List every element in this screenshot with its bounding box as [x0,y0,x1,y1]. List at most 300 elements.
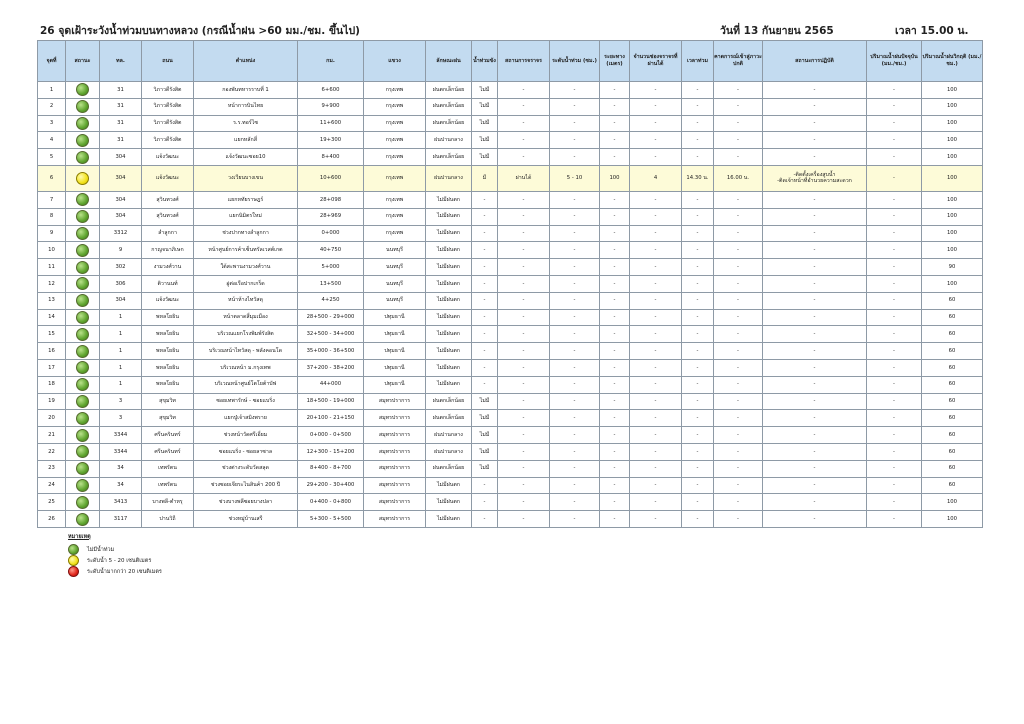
flooding-cell: - [472,494,498,511]
green-status-dot-icon [76,429,89,442]
critical-rainfall-cell: 60 [922,376,983,393]
km-marker-cell: 13+500 [298,275,364,292]
normal-eta-cell: - [714,393,763,410]
normal-eta-cell: - [714,343,763,360]
current-rainfall-cell: - [867,82,922,99]
rain-type-cell: ฝนตกเล็กน้อย [426,82,472,99]
traffic-status-cell: - [498,427,550,444]
flood-distance-cell: - [600,460,630,477]
normal-eta-cell: - [714,494,763,511]
location-cell: หน้าการบินไทย [194,98,298,115]
column-header: เวลาท่วม [682,41,714,82]
highway-no-cell: 34 [100,477,142,494]
location-cell: วงเวียนบางเขน [194,165,298,191]
road-name-cell: สุวินทวงศ์ [142,191,194,208]
current-rainfall-cell: - [867,427,922,444]
traffic-status-cell: - [498,494,550,511]
rain-type-cell: ฝนตกเล็กน้อย [426,149,472,166]
highway-no-cell: 304 [100,149,142,166]
traffic-status-cell: - [498,343,550,360]
green-status-dot-icon [76,210,89,223]
district-cell: ปทุมธานี [364,309,426,326]
flooding-cell: - [472,326,498,343]
flood-level-cell: - [550,242,600,259]
normal-eta-cell: - [714,427,763,444]
critical-rainfall-cell: 60 [922,410,983,427]
current-rainfall-cell: - [867,359,922,376]
normal-eta-cell: - [714,326,763,343]
lanes-passable-cell: - [630,359,682,376]
action-status-cell: - [763,309,867,326]
location-cell: บริเวณหน้าไทวัสดุ - พลังคอนโด [194,343,298,360]
current-rainfall-cell: - [867,326,922,343]
km-marker-cell: 10+600 [298,165,364,191]
district-cell: สมุทรปราการ [364,460,426,477]
lanes-passable-cell: - [630,149,682,166]
location-cell: แจ้งวัฒนะซอย10 [194,149,298,166]
table-row [38,149,983,166]
flood-level-cell: 5 - 10 [550,165,600,191]
green-status-dot-icon [76,100,89,113]
point-no-cell: 4 [38,132,66,149]
location-cell: อู่ต่อเรือปากเกร็ด [194,275,298,292]
current-rainfall-cell: - [867,292,922,309]
km-marker-cell: 8+400 [298,149,364,166]
normal-eta-cell: - [714,115,763,132]
flood-level-cell: - [550,326,600,343]
flood-distance-cell: - [600,410,630,427]
flood-time-cell: - [682,292,714,309]
lanes-passable-cell: - [630,208,682,225]
district-cell: นนทบุรี [364,292,426,309]
road-name-cell: วิภาวดีรังสิต [142,132,194,149]
flood-time-cell: - [682,343,714,360]
status-indicator-cell [66,443,100,460]
district-cell: สมุทรปราการ [364,393,426,410]
traffic-status-cell: - [498,242,550,259]
lanes-passable-cell: - [630,98,682,115]
traffic-status-cell: - [498,149,550,166]
traffic-status-cell: ผ่านได้ [498,165,550,191]
table-row [38,393,983,410]
traffic-status-cell: - [498,376,550,393]
location-cell: บริเวณหน้าศูนย์โตโยต้าบัฟ [194,376,298,393]
flooding-cell: - [472,225,498,242]
point-no-cell: 19 [38,393,66,410]
district-cell: กรุงเทพ [364,208,426,225]
traffic-status-cell: - [498,132,550,149]
green-status-dot-icon [76,378,89,391]
table-row [38,477,983,494]
table-row [38,225,983,242]
rain-type-cell: ไม่มีฝนตก [426,292,472,309]
column-header: ปริมาณน้ำฝนวิกฤติ (มม./ชม.) [922,41,983,82]
km-marker-cell: 4+250 [298,292,364,309]
column-header: ปริมาณน้ำฝนปัจจุบัน (มม./ชม.) [867,41,922,82]
rain-type-cell: ฝนตกเล็กน้อย [426,410,472,427]
road-name-cell: พหลโยธิน [142,343,194,360]
flood-distance-cell: - [600,275,630,292]
action-status-cell: - [763,82,867,99]
critical-rainfall-cell: 100 [922,242,983,259]
flood-time-cell: - [682,511,714,528]
location-cell: หน้าห้างไทวัสดุ [194,292,298,309]
column-header: คาดการณ์เข้าสู่ภาวะปกติ [714,41,763,82]
road-name-cell: งามวงศ์วาน [142,259,194,276]
location-cell: หน้าศูนย์การค้าเซ็นทรัลเวสต์เกต [194,242,298,259]
action-status-cell: - [763,477,867,494]
current-rainfall-cell: - [867,149,922,166]
flood-level-cell: - [550,477,600,494]
road-name-cell: ศรีนครินทร์ [142,443,194,460]
km-marker-cell: 44+000 [298,376,364,393]
highway-no-cell: 304 [100,165,142,191]
flooding-cell: ไม่มี [472,410,498,427]
location-cell: บริเวณหน้า ม.กรุงเทพ [194,359,298,376]
normal-eta-cell: - [714,309,763,326]
traffic-status-cell: - [498,208,550,225]
flood-level-cell: - [550,376,600,393]
normal-eta-cell: - [714,275,763,292]
rain-type-cell: ไม่มีฝนตก [426,359,472,376]
point-no-cell: 20 [38,410,66,427]
flooding-cell: - [472,242,498,259]
action-status-cell: - [763,326,867,343]
flood-distance-cell: - [600,427,630,444]
flood-distance-cell: - [600,98,630,115]
flood-time-cell: - [682,427,714,444]
traffic-status-cell: - [498,477,550,494]
flooding-cell: - [472,477,498,494]
highway-no-cell: 9 [100,242,142,259]
flood-distance-cell: 100 [600,165,630,191]
current-rainfall-cell: - [867,165,922,191]
action-status-cell: - [763,511,867,528]
column-header: ทล. [100,41,142,82]
current-rainfall-cell: - [867,477,922,494]
district-cell: นนทบุรี [364,259,426,276]
critical-rainfall-cell: 90 [922,259,983,276]
traffic-status-cell: - [498,82,550,99]
status-indicator-cell [66,309,100,326]
green-status-dot-icon [76,496,89,509]
status-indicator-cell [66,98,100,115]
rain-type-cell: ฝนตกเล็กน้อย [426,98,472,115]
green-status-dot-icon [76,117,89,130]
current-rainfall-cell: - [867,343,922,360]
rain-type-cell: ฝนปานกลาง [426,443,472,460]
current-rainfall-cell: - [867,259,922,276]
critical-rainfall-cell: 100 [922,149,983,166]
point-no-cell: 14 [38,309,66,326]
km-marker-cell: 37+200 - 38+200 [298,359,364,376]
table-row [38,427,983,444]
location-cell: ช่วงหมู่บ้านเสรี [194,511,298,528]
green-status-dot-icon [76,361,89,374]
flood-time-cell: - [682,242,714,259]
flooding-cell: ไม่มี [472,98,498,115]
district-cell: กรุงเทพ [364,225,426,242]
green-status-dot-icon [76,134,89,147]
flood-distance-cell: - [600,292,630,309]
flooding-cell: - [472,259,498,276]
status-indicator-cell [66,132,100,149]
location-cell: ช่วงซอยเจียระไนสินค้า 200 ปี [194,477,298,494]
flood-level-cell: - [550,275,600,292]
action-status-cell: - [763,225,867,242]
point-no-cell: 7 [38,191,66,208]
road-name-cell: แจ้งวัฒนะ [142,149,194,166]
flooding-cell: - [472,359,498,376]
point-no-cell: 9 [38,225,66,242]
location-cell: แยกหทัยราษฎร์ [194,191,298,208]
lanes-passable-cell: - [630,343,682,360]
flood-distance-cell: - [600,225,630,242]
lanes-passable-cell: - [630,242,682,259]
action-status-cell: - [763,115,867,132]
current-rainfall-cell: - [867,460,922,477]
action-status-cell: - [763,242,867,259]
km-marker-cell: 28+098 [298,191,364,208]
flood-level-cell: - [550,208,600,225]
green-status-dot-icon [76,193,89,206]
normal-eta-cell: - [714,460,763,477]
status-indicator-cell [66,115,100,132]
highway-no-cell: 306 [100,275,142,292]
legend-label: ระดับน้ำมากกว่า 20 เซนติเมตร [87,568,162,575]
critical-rainfall-cell: 60 [922,343,983,360]
flood-distance-cell: - [600,443,630,460]
status-indicator-cell [66,410,100,427]
traffic-status-cell: - [498,225,550,242]
flooding-cell: ไม่มี [472,82,498,99]
legend-label: ระดับน้ำ 5 - 20 เซนติเมตร [87,557,152,564]
critical-rainfall-cell: 100 [922,82,983,99]
location-cell: แยกหลักสี่ [194,132,298,149]
road-name-cell: พหลโยธิน [142,309,194,326]
normal-eta-cell: - [714,225,763,242]
current-rainfall-cell: - [867,393,922,410]
status-indicator-cell [66,376,100,393]
table-row [38,309,983,326]
action-status-cell: - [763,494,867,511]
district-cell: นนทบุรี [364,275,426,292]
action-status-cell: - [763,393,867,410]
highway-no-cell: 3 [100,393,142,410]
green-status-dot-icon [76,244,89,257]
rain-type-cell: ไม่มีฝนตก [426,343,472,360]
status-indicator-cell [66,275,100,292]
flood-level-cell: - [550,191,600,208]
lanes-passable-cell: - [630,427,682,444]
flood-level-cell: - [550,359,600,376]
legend-item [68,555,162,566]
road-name-cell: เทพรัตน [142,477,194,494]
rain-type-cell: ไม่มีฝนตก [426,225,472,242]
flood-time-cell: - [682,359,714,376]
status-indicator-cell [66,191,100,208]
location-cell: แยกปู่เจ้าสมิงพราย [194,410,298,427]
point-no-cell: 8 [38,208,66,225]
district-cell: ปทุมธานี [364,359,426,376]
green-status-dot-icon [76,462,89,475]
flood-distance-cell: - [600,191,630,208]
flooding-cell: - [472,343,498,360]
flood-level-cell: - [550,98,600,115]
flood-distance-cell: - [600,359,630,376]
road-name-cell: ติวานนท์ [142,275,194,292]
point-no-cell: 16 [38,343,66,360]
critical-rainfall-cell: 60 [922,427,983,444]
normal-eta-cell: - [714,443,763,460]
lanes-passable-cell: - [630,494,682,511]
flood-distance-cell: - [600,82,630,99]
point-no-cell: 6 [38,165,66,191]
road-name-cell: ศรีนครินทร์ [142,427,194,444]
rain-type-cell: ฝนตกเล็กน้อย [426,460,472,477]
highway-no-cell: 1 [100,359,142,376]
point-no-cell: 26 [38,511,66,528]
flood-level-cell: - [550,292,600,309]
normal-eta-cell: - [714,477,763,494]
flood-distance-cell: - [600,149,630,166]
district-cell: กรุงเทพ [364,98,426,115]
column-header: สถานะการปฏิบัติ [763,41,867,82]
point-no-cell: 22 [38,443,66,460]
point-no-cell: 18 [38,376,66,393]
km-marker-cell: 9+900 [298,98,364,115]
normal-eta-cell: - [714,191,763,208]
legend-title: หมายเหตุ [68,534,91,540]
status-indicator-cell [66,292,100,309]
green-status-dot-icon [76,83,89,96]
highway-no-cell: 1 [100,326,142,343]
flooding-cell: - [472,191,498,208]
flood-distance-cell: - [600,494,630,511]
table-row [38,115,983,132]
critical-rainfall-cell: 100 [922,494,983,511]
current-rainfall-cell: - [867,98,922,115]
table-row [38,82,983,99]
normal-eta-cell: - [714,208,763,225]
column-header: จุดที่ [38,41,66,82]
critical-rainfall-cell: 60 [922,292,983,309]
column-header: ระดับน้ำท่วม (ซม.) [550,41,600,82]
district-cell: กรุงเทพ [364,132,426,149]
location-cell: ร.ร.ทอร์ไซ [194,115,298,132]
green-status-dot-icon [76,311,89,324]
legend-item [68,566,162,577]
green-legend-dot-icon [68,544,79,555]
point-no-cell: 23 [38,460,66,477]
flood-distance-cell: - [600,208,630,225]
highway-no-cell: 3312 [100,225,142,242]
table-row [38,460,983,477]
table-row [38,242,983,259]
current-rainfall-cell: - [867,494,922,511]
normal-eta-cell: - [714,259,763,276]
action-status-cell: - [763,410,867,427]
traffic-status-cell: - [498,275,550,292]
action-status-cell: - [763,460,867,477]
flood-level-cell: - [550,309,600,326]
status-indicator-cell [66,225,100,242]
table-row [38,165,983,191]
lanes-passable-cell: - [630,460,682,477]
road-name-cell: วิภาวดีรังสิต [142,82,194,99]
flooding-cell: ไม่มี [472,427,498,444]
table-row [38,376,983,393]
traffic-status-cell: - [498,292,550,309]
green-status-dot-icon [76,277,89,290]
flood-distance-cell: - [600,343,630,360]
district-cell: สมุทรปราการ [364,410,426,427]
critical-rainfall-cell: 100 [922,225,983,242]
district-cell: นนทบุรี [364,242,426,259]
point-no-cell: 10 [38,242,66,259]
flood-time-cell: - [682,191,714,208]
flood-level-cell: - [550,443,600,460]
red-legend-dot-icon [68,566,79,577]
lanes-passable-cell: - [630,309,682,326]
traffic-status-cell: - [498,115,550,132]
table-body [38,82,983,528]
action-status-cell: - [763,149,867,166]
lanes-passable-cell: - [630,191,682,208]
normal-eta-cell: - [714,359,763,376]
normal-eta-cell: - [714,149,763,166]
flood-level-cell: - [550,225,600,242]
rain-type-cell: ไม่มีฝนตก [426,309,472,326]
district-cell: สมุทรปราการ [364,494,426,511]
current-rainfall-cell: - [867,242,922,259]
highway-no-cell: 304 [100,292,142,309]
green-status-dot-icon [76,227,89,240]
status-indicator-cell [66,208,100,225]
action-status-cell: - [763,427,867,444]
flooding-cell: - [472,275,498,292]
status-indicator-cell [66,149,100,166]
point-no-cell: 5 [38,149,66,166]
legend-item [68,544,162,555]
district-cell: ปทุมธานี [364,376,426,393]
flooding-cell: - [472,511,498,528]
flood-time-cell: - [682,82,714,99]
rain-type-cell: ไม่มีฝนตก [426,376,472,393]
normal-eta-cell: - [714,82,763,99]
lanes-passable-cell: - [630,393,682,410]
critical-rainfall-cell: 60 [922,326,983,343]
point-no-cell: 11 [38,259,66,276]
flood-time-cell: - [682,98,714,115]
km-marker-cell: 32+500 - 34+000 [298,326,364,343]
km-marker-cell: 18+500 - 19+000 [298,393,364,410]
district-cell: กรุงเทพ [364,149,426,166]
km-marker-cell: 0+400 - 0+800 [298,494,364,511]
flood-time-cell: - [682,259,714,276]
lanes-passable-cell: - [630,376,682,393]
road-name-cell: แจ้งวัฒนะ [142,165,194,191]
rain-type-cell: ไม่มีฝนตก [426,208,472,225]
column-header: ระยะทาง (เมตร) [600,41,630,82]
highway-no-cell: 3344 [100,427,142,444]
flood-distance-cell: - [600,393,630,410]
flood-watch-table [37,40,983,528]
flood-level-cell: - [550,149,600,166]
green-status-dot-icon [76,151,89,164]
status-indicator-cell [66,393,100,410]
km-marker-cell: 29+200 - 30+400 [298,477,364,494]
